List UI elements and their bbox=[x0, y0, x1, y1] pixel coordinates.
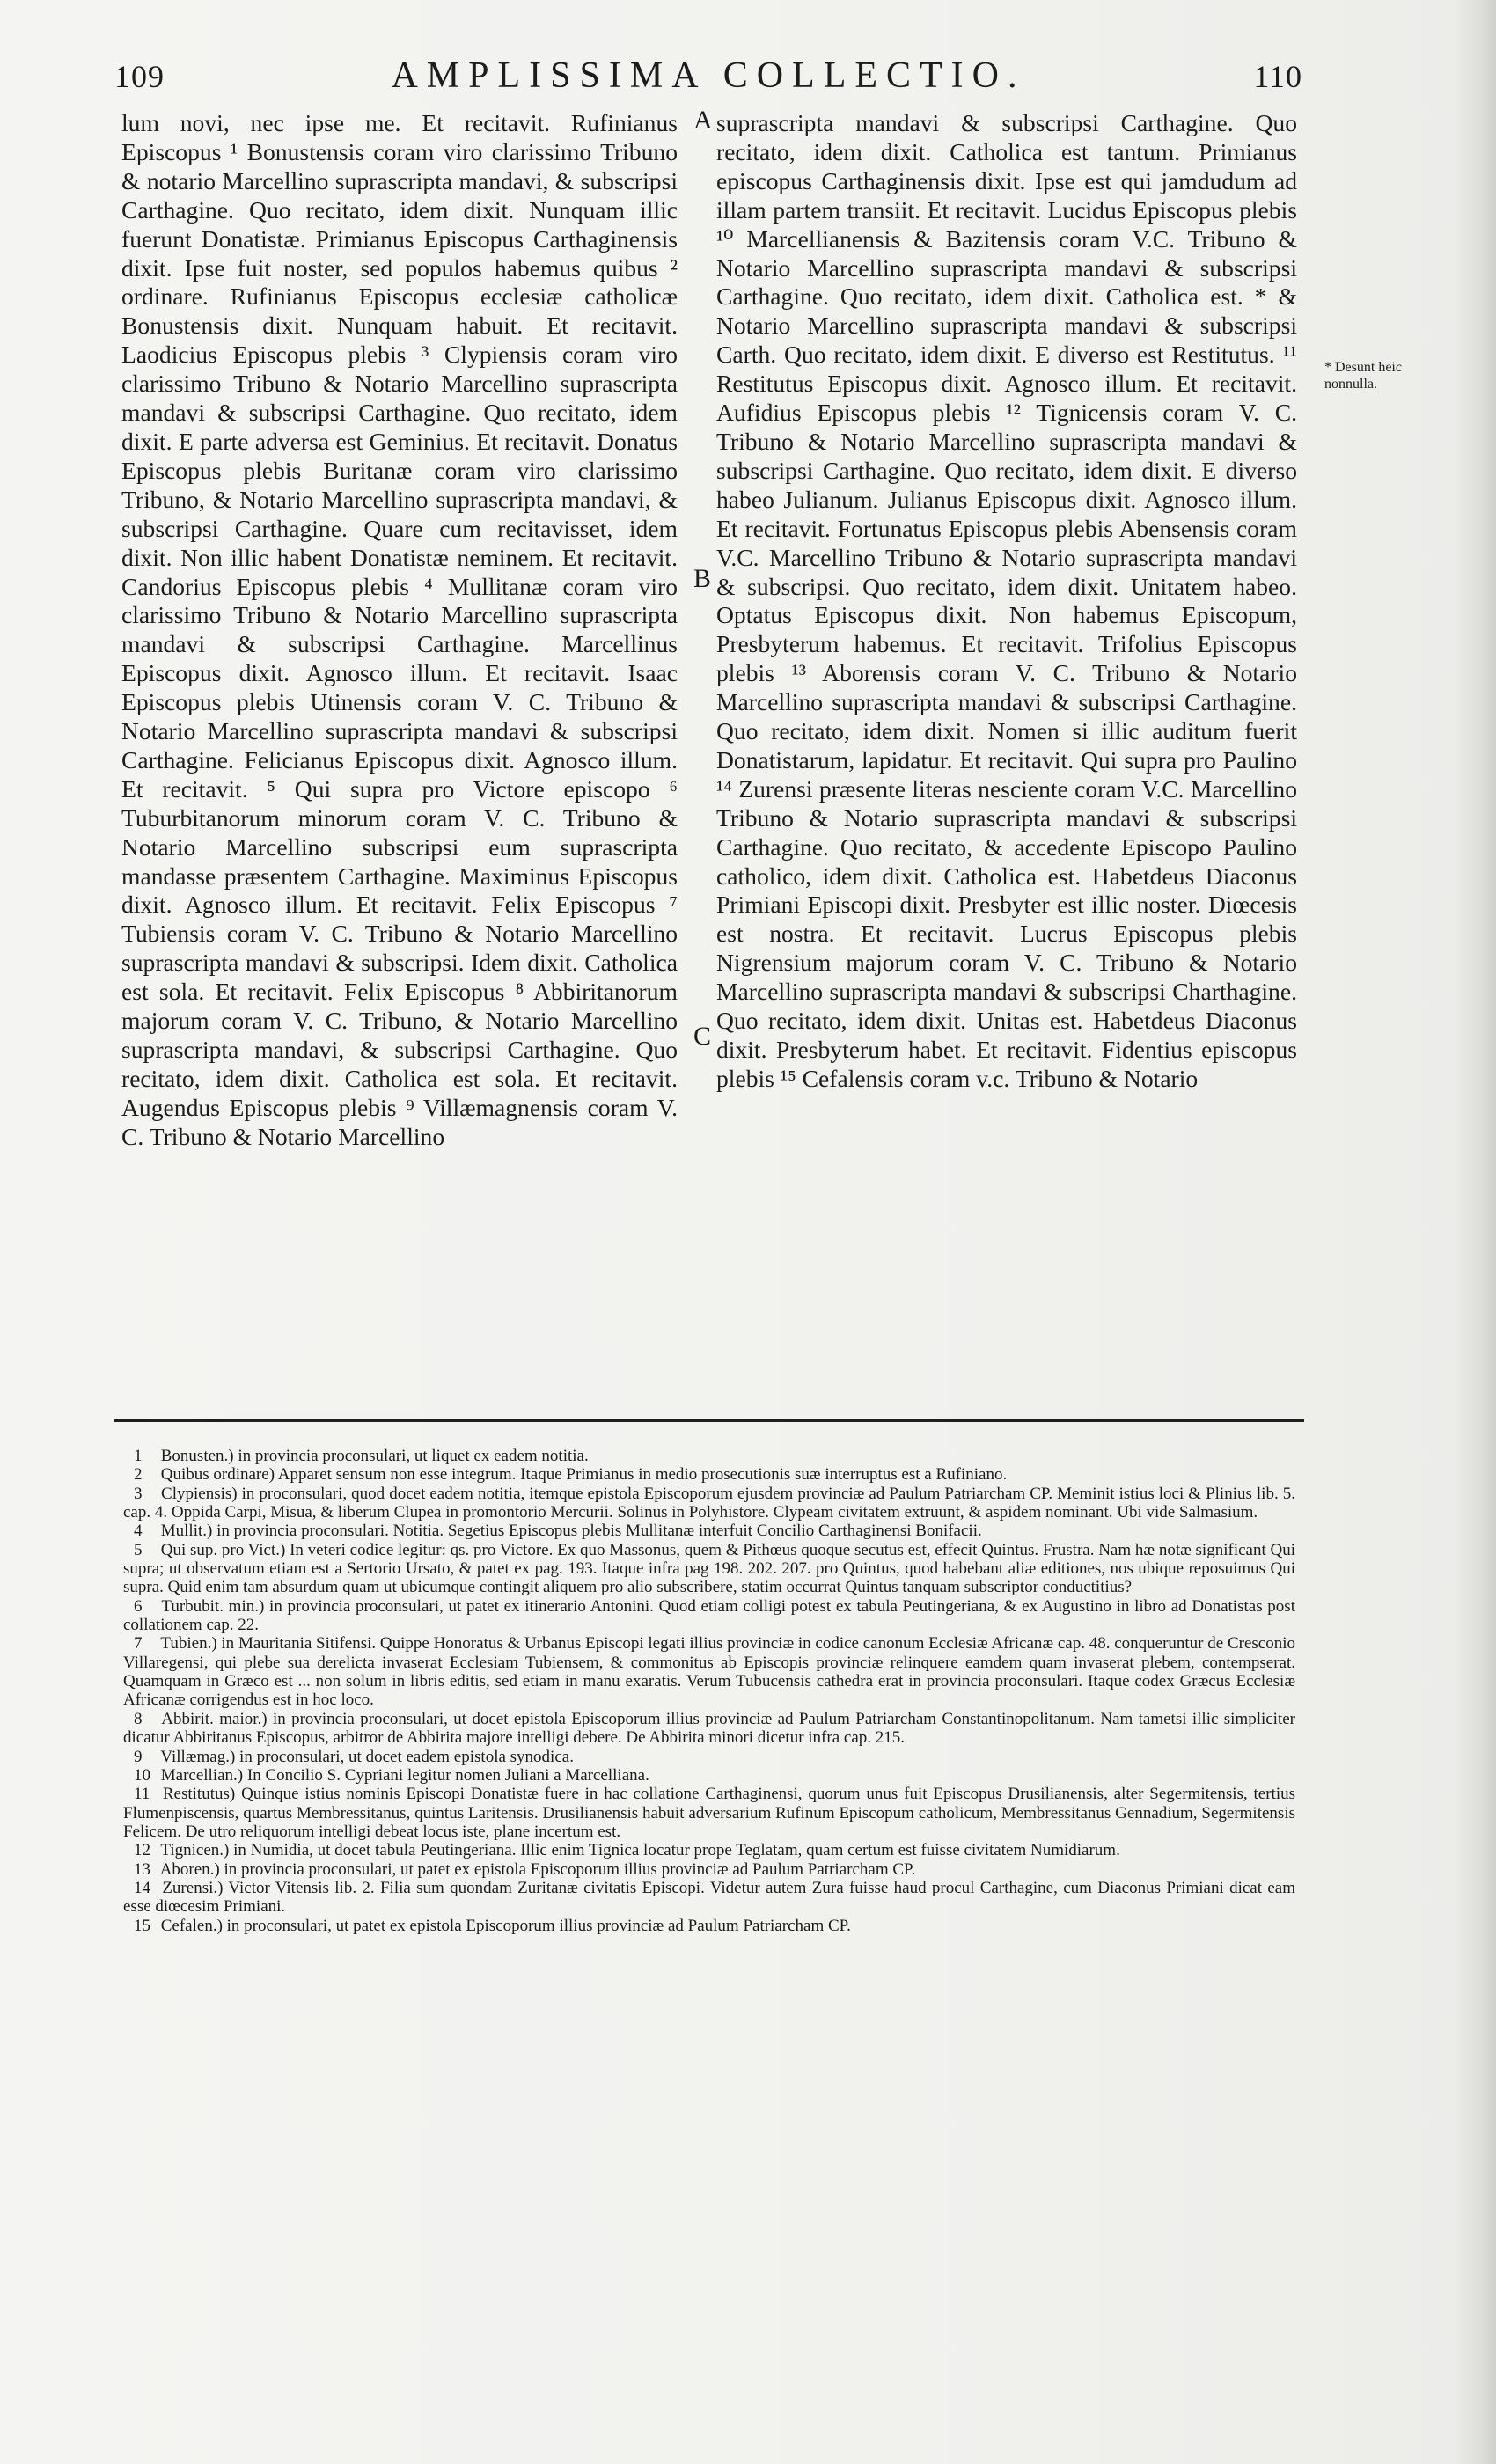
column-letter-a: A bbox=[693, 106, 713, 135]
footnote: 14 Zurensi.) Victor Vitensis lib. 2. Filia sum quondam Zuritanæ civitatis Episcopi. Videtur autem Zura fuisse haud procul Carthagine, cum Diaconus Primiani dicat eam esse diœcesim Primiani. bbox=[123, 1878, 1295, 1917]
right-page-number: 110 bbox=[1253, 59, 1302, 94]
right-column-text: suprascripta mandavi & subscripsi Carthagine. Quo recitato, idem dixit. Catholica est tantum. Primianus episcopus Carthaginensis dixit. Ipse est qui jamdudum ad illam partem transiit. Et recitavit. Lucidus Episcopus plebis ¹⁰ Marcellianensis & Bazitensis coram V.C. Tribuno & Notario Marcellino suprascripta mandavi & subscripsi Carthagine. Quo recitato, idem dixit. Catholica est. * & Notario Marcellino suprascripta mandavi & subscripsi Carth. Quo recitato, idem dixit. E diverso est Restitutus. ¹¹ Restitutus Episcopus dixit. Agnosco illum. Et recitavit. Aufidius Episcopus plebis ¹² Tignicensis coram V. C. Tribuno & Notario Marcellino suprascripta mandavi & subscripsi Carthagine. Quo recitato, idem dixit. E diverso habeo Julianum. Julianus Episcopus dixit. Agnosco illum. Et recitavit. Fortunatus Episcopus plebis Abensensis coram V.C. Marcellino Tribuno & Notario suprascripta mandavi & subscripsi. Quo recitato, idem dixit. Unitatem habeo. Optatus Episcopus dixit. Non habemus Episcopum, Presbyterum habemus. Et recitavit. Trifolius Episcopus plebis ¹³ Aborensis coram V. C. Tribuno & Notario Marcellino suprascripta mandavi & subscripsi Carthagine. Quo recitato, idem dixit. Nomen si illic auditum fuerit Donatistarum, lapidatur. Et recitavit. Qui supra pro Paulino ¹⁴ Zurensi præsente literas nesciente coram V.C. Marcellino Tribuno & Notario suprascripta mandavi & subscripsi Carthagine. Quo recitato, & accedente Episcopo Paulino catholico, idem dixit. Catholica est. Habetdeus Diaconus Primiani Episcopi dixit. Presbyter est illic noster. Diœcesis est nostra. Et recitavit. Lucrus Episcopus plebis Nigrensium majorum coram V. C. Tribuno & Notario Marcellino suprascripta mandavi & subscripsi Charthagine. Quo recitato, idem dixit. Unitas est. Habetdeus Diaconus dixit. Presbyterum habet. Et recitavit. Fidentius episcopus plebis ¹⁵ Cefalensis coram v.c. Tribuno & Notario bbox=[716, 109, 1297, 1092]
footnote: 7 Tubien.) in Mauritania Sitifensi. Quippe Honoratus & Urbanus Episcopi legati illius provinciæ in codice canonum Ecclesiæ Africanæ cap. 48. conqueruntur de Cresconio Villaregensi, qui plebe sua derelicta invaserat Ecclesiam Tubiensem, & commonitus ab Episcopis provinciæ relinquere eamdem quam invaserat plebem, contempserat. Quamquam in Græco est ... non solum in libris editis, sed etiam in manu exaratis. Verum Tubucensis cathedra erat in provincia proconsulari. Itaque codex Græcus Ecclesiæ Africanæ corrigendus est in hoc loco. bbox=[123, 1634, 1295, 1710]
footnote-rule bbox=[114, 1419, 1304, 1422]
running-header bbox=[114, 55, 1302, 107]
footnote: 11 Restitutus) Quinque istius nominis Episcopi Donatistæ fuere in hac collatione Carthaginensi, quorum unus fuit Episcopus Drusilianensis, alter Segermitensis, tertius Flumenpiscensis, quartus Membressitanus, quintus Laritensis. Drusilianensis habuit adversarium Rufinum Episcopum catholicum, Membressitanus Gennadium, Segermitensis Felicem. De utro reliquorum intelligi debeat locus iste, plane incertum est. bbox=[123, 1785, 1296, 1841]
right-column bbox=[716, 109, 1297, 1094]
left-page-number: 109 bbox=[114, 59, 165, 94]
left-column bbox=[121, 109, 678, 1152]
footnote: 5 Qui sup. pro Vict.) In veteri codice legitur: qs. pro Victore. Ex quo Massonus, quem & Pithœus quoque secutus est, effecit Quintus. Frustra. Nam hæ notæ significant Qui supra; ut observatum etiam est a Sertorio Ursato, & patet ex pag. 193. Itaque infra pag 198. 202. 207. pro Quintus, quod habebant aliæ editiones, nos ubique reposuimus Qui supra. Quid enim tam absurdum quam ut ubicumque contingit aliquem pro alio subscribere, statim occurrat Quintus tanquam subscriptor conductitius? bbox=[123, 1540, 1296, 1597]
margin-note: * Desunt heic nonnulla. bbox=[1324, 360, 1402, 392]
footnote: 2 Quibus ordinare) Apparet sensum non esse integrum. Itaque Primianus in medio prosecutionis suæ interruptus est a Rufiniano. bbox=[134, 1465, 1008, 1485]
footnote: 12 Tignicen.) in Numidia, ut docet tabula Peutingeriana. Illic enim Tignica locatur prope Teglatam, quam certum est fuisse civitatem Numidiarum. bbox=[134, 1841, 1120, 1860]
footnote: 1 Bonusten.) in provincia proconsulari, ut liquet ex eadem notitia. bbox=[134, 1447, 589, 1465]
footnote: 6 Turbubit. min.) in provincia proconsulari, ut patet ex itinerario Antonini. Quod etiam colligi potest ex tabula Peutingeriana, & ex Augustino in libro ad Donatistas post collationem cap. 22. bbox=[123, 1596, 1295, 1635]
footnote: 4 Mullit.) in provincia proconsulari. Notitia. Segetius Episcopus plebis Mullitanæ interfuit Concilio Carthaginensi Bonifacii. bbox=[134, 1522, 982, 1541]
column-letter-b: B bbox=[693, 564, 712, 593]
running-title: AMPLISSIMA COLLECTIO. bbox=[391, 55, 1026, 96]
footnote: 15 Cefalen.) in proconsulari, ut patet ex epistola Episcoporum illius provinciæ ad Paulum Patriarcham CP. bbox=[134, 1916, 851, 1935]
left-column-text: lum novi, nec ipse me. Et recitavit. Rufinianus Episcopus ¹ Bonustensis coram viro clarissimo Tribuno & notario Marcellino suprascripta mandavi, & subscripsi Carthagine. Quo recitato, idem dixit. Nunquam illic fuerunt Donatistæ. Primianus Episcopus Carthaginensis dixit. Ipse fuit noster, sed populos habemus quibus ² ordinare. Rufinianus Episcopus ecclesiæ catholicæ Bonustensis dixit. Nunquam habuit. Et recitavit. Laodicius Episcopus plebis ³ Clypiensis coram viro clarissimo Tribuno & Notario Marcellino suprascripta mandavi & subscripsi Carthagine. Quo recitato, idem dixit. E parte adversa est Geminius. Et recitavit. Donatus Episcopus plebis Buritanæ coram viro clarissimo Tribuno, & Notario Marcellino suprascripta mandavi, & subscripsi Carthagine. Quare cum recitavisset, idem dixit. Non illic habent Donatistæ neminem. Et recitavit. Candorius Episcopus plebis ⁴ Mullitanæ coram viro clarissimo Tribuno & Notario Marcellino suprascripta mandavi & subscripsi Carthagine. Marcellinus Episcopus dixit. Agnosco illum. Et recitavit. Isaac Episcopus plebis Utinensis coram V. C. Tribuno & Notario Marcellino suprascripta mandavi & subscripsi Carthagine. Felicianus Episcopus dixit. Agnosco illum. Et recitavit. ⁵ Qui supra pro Victore episcopo ⁶ Tuburbitanorum minorum coram V. C. Tribuno & Notario Marcellino subscripsi eum suprascripta mandasse præsentem Carthagine. Maximinus Episcopus dixit. Agnosco illum. Et recitavit. Felix Episcopus ⁷ Tubiensis coram V. C. Tribuno & Notario Marcellino suprascripta mandavi & subscripsi. Idem dixit. Catholica est sola. Et recitavit. Felix Episcopus ⁸ Abbiritanorum majorum coram V. C. Tribuno, & Notario Marcellino suprascripta mandavi, & subscripsi Carthagine. Quo recitato, idem dixit. Catholica est sola. Et recitavit. Augendus Episcopus plebis ⁹ Villæmagnensis coram V. C. Tribuno & Notario Marcellino bbox=[121, 109, 678, 1150]
footnotes bbox=[123, 1447, 1295, 1935]
footnote: 3 Clypiensis) in proconsulari, quod docet eadem notitia, itemque epistola Episcoporum ejusdem provinciæ ad Paulum Patriarcham CP. Meminit istius loci & Plinius lib. 5. cap. 4. Oppida Carpi, Misua, & liberum Clupea in promontorio Mercurii. Solinus in Polyhistore. Clypeam civitatem extruunt, & aspidem nominant. Ubi vide Salmasium. bbox=[123, 1484, 1295, 1522]
footnote: 9 Villæmag.) in proconsulari, ut docet eadem epistola synodica. bbox=[134, 1747, 574, 1766]
page-edge-shadow bbox=[1452, 0, 1496, 2464]
footnote: 10 Marcellian.) In Concilio S. Cypriani legitur nomen Juliani a Marcelliana. bbox=[134, 1765, 649, 1785]
footnote: 8 Abbirit. maior.) in provincia proconsulari, ut docet epistola Episcoporum illius provinciæ ad Paulum Patriarcham Constantinopolitanum. Nam tametsi illic simpliciter dicatur Abbiritanus Episcopus, arbitror de Abbirita majore intelligi debere. De Abbirita minori dicetur infra cap. 215. bbox=[123, 1709, 1295, 1748]
column-letter-c: C bbox=[693, 1022, 712, 1051]
footnote: 13 Aboren.) in provincia proconsulari, ut patet ex epistola Episcoporum illius provinciæ ad Paulum Patriarcham CP. bbox=[134, 1859, 916, 1879]
